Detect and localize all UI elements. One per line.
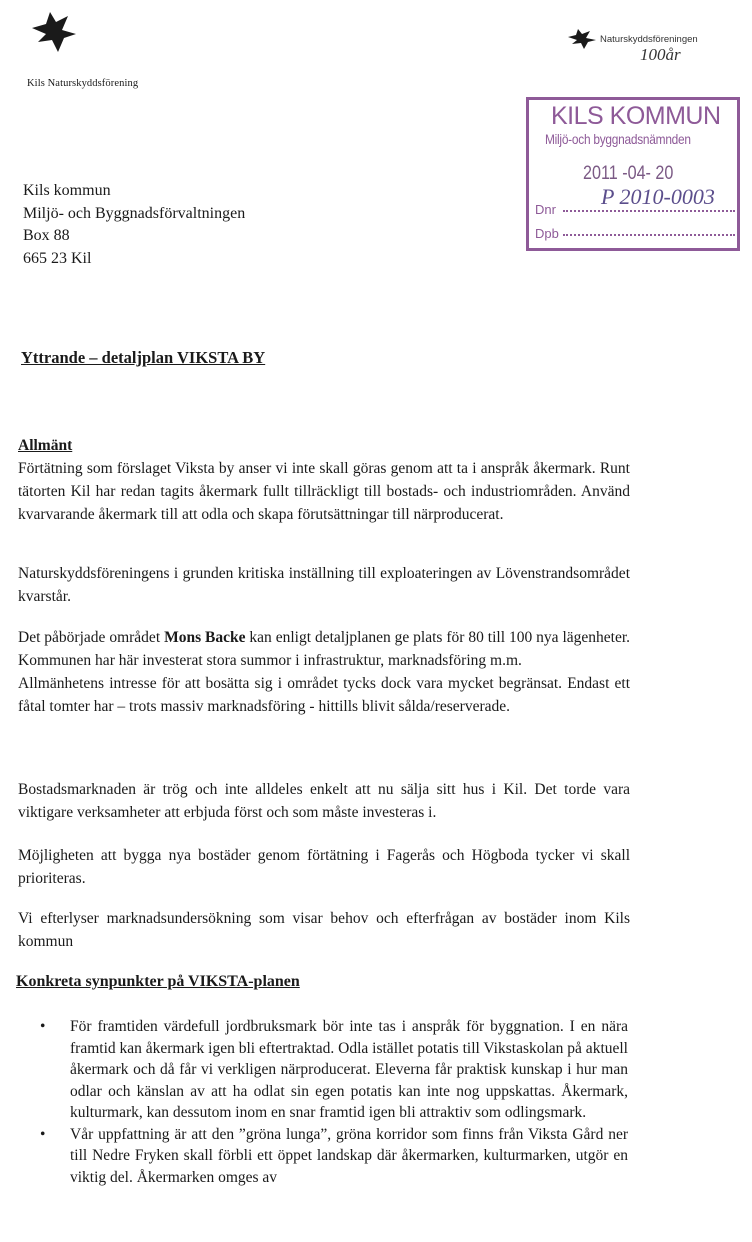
- paragraph-block: [18, 778, 630, 824]
- paragraph: [18, 626, 630, 672]
- paragraph: Vi efterlyser marknadsundersökning som visar behov och efterfrågan av bostäder inom Kils kommun: [18, 910, 630, 950]
- bullet-icon: •: [40, 1125, 46, 1143]
- bird-logo-icon: [28, 8, 80, 60]
- list-item: [36, 1124, 628, 1189]
- org-logo-right: [566, 27, 598, 51]
- paragraph: Naturskyddsföreningens i grunden kritiska inställning till exploateringen av Lövenstrandsområdet kvarstår.: [18, 565, 630, 605]
- list-item-text: För framtiden värdefull jordbruksmark bör inte tas i anspråk för byggnation. I en nära framtid kan åkermark igen bli eftertraktad. Odla istället potatis till Vikstaskolan på aktuell åkermark och då får vi verkligen närproducerat. Eleverna får praktisk kunskap i hur man odlar och känslan av att ha odlat sin egen potatis kan inte nog uppskattas. Åkermark, kulturmark, kan dessutom inom en snar framtid igen bli attraktiv som odlingsmark.: [70, 1018, 628, 1121]
- paragraph: Förtätning som förslaget Viksta by anser vi inte skall göras genom att ta i anspråk åkermark. Runt tätorten Kil har redan tagits åkermark fullt tillräckligt till bostads- och industriområden. Använd kvarvarande åkermark till att odla och skapa förutsättningar till närproducerat.: [18, 460, 630, 523]
- paragraph-block: [18, 626, 630, 718]
- stamp-subtitle: Miljö-och byggnadsnämnden: [545, 131, 691, 147]
- stamp-dnr-label: Dnr: [535, 202, 556, 217]
- section-heading: Konkreta synpunkter på VIKSTA-planen: [16, 973, 300, 990]
- document-title: Yttrande – detaljplan VIKSTA BY: [21, 348, 266, 367]
- stamp-dpb-label: Dpb: [535, 226, 559, 241]
- paragraph-prefix: Det påbörjade området: [18, 629, 165, 646]
- section-general: [18, 434, 630, 526]
- paragraph: Allmänhetens intresse för att bosätta sig i området tycks dock vara mycket begränsat. Endast ett fåtal tomter har – trots massiv marknadsföring - hittills blivit sålda/reserverade.: [18, 675, 630, 715]
- address-line: Box 88: [23, 227, 70, 244]
- paragraph: Bostadsmarknaden är trög och inte alldeles enkelt att nu sälja sitt hus i Kil. Det torde vara viktigare verksamheter att erbjuda först och som måste investeras i.: [18, 781, 630, 821]
- stamp-dpb-line: [563, 234, 735, 236]
- centennial-mark: 100år: [640, 45, 681, 64]
- stamp-dnr-line: [563, 210, 735, 212]
- list-item: [36, 1016, 628, 1124]
- bird-logo-icon: [566, 27, 598, 51]
- org-logo-left: [28, 8, 80, 60]
- address-line: Miljö- och Byggnadsförvaltningen: [23, 204, 246, 222]
- address-line: 665 23 Kil: [23, 249, 92, 267]
- paragraph-block: [18, 562, 630, 608]
- received-stamp: [526, 97, 740, 251]
- address-line: Kils kommun: [23, 182, 111, 199]
- stamp-date: 2011 -04- 20: [583, 163, 674, 184]
- paragraph-block: [18, 844, 630, 890]
- org-name-left: Kils Naturskyddsförening: [27, 78, 139, 89]
- paragraph-suffix: kan enligt detaljplanen ge plats för 80 till 100 nya lägenheter. Kommunen har här investerat stora summor i infrastruktur, marknadsföring m.m.: [18, 629, 631, 669]
- place-name: Mons Backe: [164, 629, 246, 646]
- list-item-text: Vår uppfattning är att den ”gröna lunga”, gröna korridor som finns från Viksta Gård ner till Nedre Fryken skall förbli ett öppet landskap där åkermarken, kulturmarken, utgör en viktig del. Åkermarken omges av: [70, 1125, 628, 1186]
- bullet-icon: •: [40, 1018, 46, 1035]
- paragraph-block: [18, 907, 630, 953]
- stamp-dnr-value: P 2010-0003: [601, 184, 715, 209]
- org-name-right: Naturskyddsföreningen: [600, 34, 698, 45]
- bullet-list: [36, 1016, 628, 1188]
- section-heading: Allmänt: [18, 437, 73, 454]
- recipient-address: [23, 180, 245, 270]
- stamp-title: KILS KOMMUN: [551, 102, 721, 130]
- paragraph: Möjligheten att bygga nya bostäder genom förtätning i Fagerås och Högboda tycker vi skall prioriteras.: [18, 847, 630, 887]
